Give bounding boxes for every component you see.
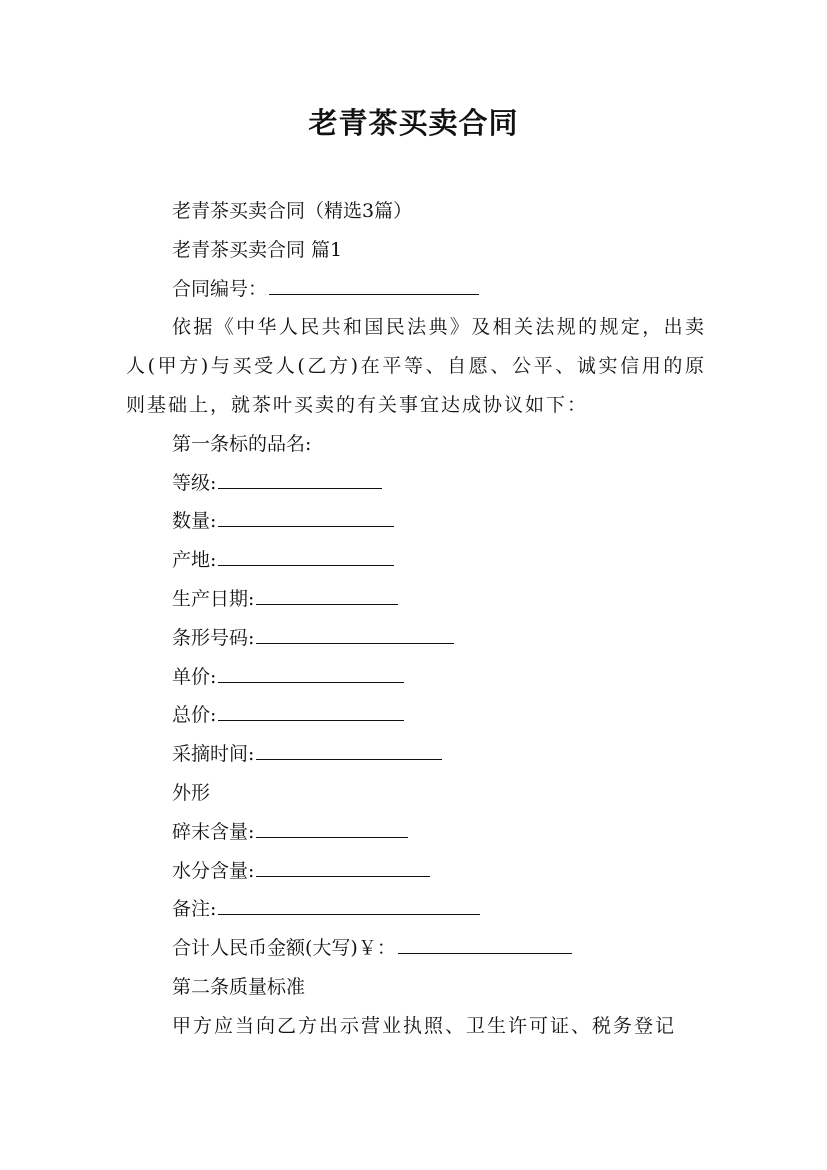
field-row-origin	[126, 541, 706, 580]
last-line: 甲方应当向乙方出示营业执照、卫生许可证、税务登记	[172, 1014, 677, 1037]
field-label: 单价:	[172, 665, 217, 688]
article2-heading: 第二条质量标准	[172, 975, 306, 998]
field-row-fines	[126, 813, 706, 852]
field-label: 生产日期:	[172, 587, 255, 610]
field-blank	[256, 621, 454, 644]
field-label: 数量:	[172, 510, 217, 533]
contract-number-row	[126, 270, 706, 309]
field-row-picking-time	[126, 735, 706, 774]
appearance-label: 外形	[172, 781, 211, 804]
document-body	[126, 192, 706, 1046]
field-label: 总价:	[172, 704, 217, 727]
field-label: 采摘时间:	[172, 743, 255, 766]
field-label: 条形号码:	[172, 626, 255, 649]
field-blank	[218, 543, 394, 566]
field-label: 等级:	[172, 471, 217, 494]
total-amount-row	[126, 929, 706, 968]
total-amount-label: 合计人民币金额(大写)￥：	[172, 937, 396, 960]
subtitle-line: 老青茶买卖合同（精选3篇）	[172, 200, 413, 222]
field-blank	[256, 815, 408, 838]
intro-paragraph: 依据《中华人民共和国民法典》及相关法规的规定，出卖人(甲方)与买受人(乙方)在平等、自愿、公平、诚实信用的原则基础上，就茶叶买卖的有关事宜达成协议如下：	[126, 316, 706, 416]
field-blank	[218, 466, 382, 489]
field-blank	[218, 660, 404, 683]
field-blank	[256, 854, 430, 877]
field-blank	[256, 582, 398, 605]
contract-number-blank	[269, 272, 479, 295]
field-row-unit-price	[126, 658, 706, 697]
field-blank	[218, 892, 480, 915]
field-blank	[218, 698, 404, 721]
field-row-grade	[126, 464, 706, 503]
field-label: 产地:	[172, 549, 217, 572]
field-label: 备注:	[172, 898, 217, 921]
total-amount-blank	[398, 931, 572, 954]
field-row-production-date	[126, 580, 706, 619]
field-label: 水分含量:	[172, 859, 255, 882]
field-blank	[256, 737, 442, 760]
field-row-moisture	[126, 852, 706, 891]
section-heading: 老青茶买卖合同 篇1	[172, 238, 343, 261]
article1-heading: 第一条标的品名:	[172, 432, 312, 455]
field-row-remarks	[126, 890, 706, 929]
contract-number-label: 合同编号：	[172, 277, 268, 300]
field-row-barcode	[126, 619, 706, 658]
field-blank	[218, 504, 394, 527]
document-title: 老青茶买卖合同	[308, 106, 519, 140]
field-row-total-price	[126, 696, 706, 735]
field-row-quantity	[126, 502, 706, 541]
field-label: 碎末含量:	[172, 820, 255, 843]
